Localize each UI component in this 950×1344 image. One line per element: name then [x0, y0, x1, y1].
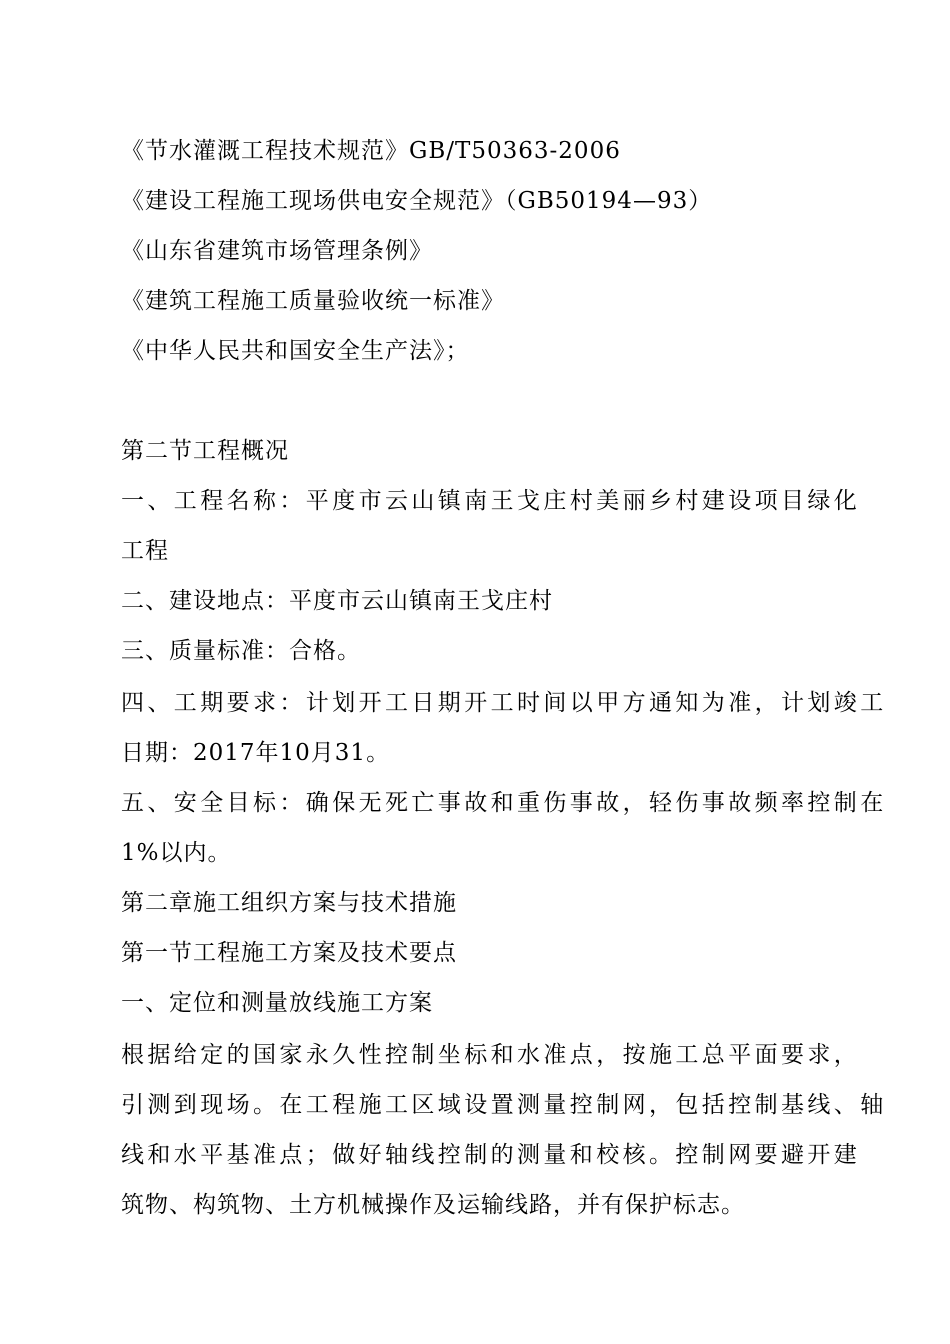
chapter-heading: 第二章施工组织方案与技术措施: [121, 890, 457, 916]
reference-line: 《山东省建筑市场管理条例》: [121, 238, 433, 264]
safety-target-continuation: 1%以内。: [121, 840, 232, 866]
safety-target-line: 五、安全目标：确保无死亡事故和重伤事故，轻伤事故频率控制在: [121, 790, 887, 816]
reference-line: 《节水灌溉工程技术规范》GB/T50363-2006: [121, 138, 621, 164]
reference-line: 《建筑工程施工质量验收统一标准》: [121, 288, 505, 314]
project-location: 二、建设地点：平度市云山镇南王戈庄村: [121, 588, 553, 614]
project-name-continuation: 工程: [121, 538, 169, 564]
item-heading: 一、定位和测量放线施工方案: [121, 990, 433, 1016]
paragraph-line: 线和水平基准点；做好轴线控制的测量和校核。控制网要避开建: [121, 1142, 861, 1168]
quality-standard: 三、质量标准：合格。: [121, 638, 361, 664]
reference-line: 《中华人民共和国安全生产法》；: [121, 338, 470, 364]
paragraph-line: 根据给定的国家永久性控制坐标和水准点，按施工总平面要求，: [121, 1042, 861, 1068]
reference-line: 《建设工程施工现场供电安全规范》（GB50194—93）: [121, 188, 713, 214]
paragraph-line: 引测到现场。在工程施工区域设置测量控制网，包括控制基线、轴: [121, 1092, 887, 1118]
paragraph-line: 筑物、构筑物、土方机械操作及运输线路，并有保护标志。: [121, 1192, 745, 1218]
schedule-line: 四、工期要求：计划开工日期开工时间以甲方通知为准，计划竣工: [121, 690, 887, 716]
section-heading: 第一节工程施工方案及技术要点: [121, 940, 457, 966]
project-name-line: 一、工程名称：平度市云山镇南王戈庄村美丽乡村建设项目绿化: [121, 488, 861, 514]
section-heading: 第二节工程概况: [121, 438, 289, 464]
schedule-date: 日期：2017年10月31。: [121, 740, 391, 766]
